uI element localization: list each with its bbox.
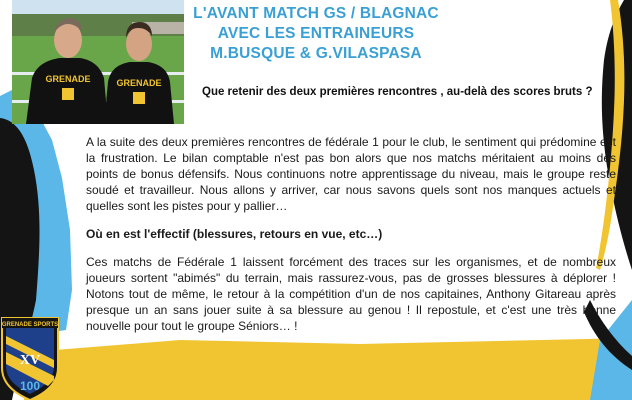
coaches-photo bbox=[12, 0, 184, 124]
club-logo bbox=[0, 316, 60, 400]
article-paragraph-2: Ces matchs de Fédérale 1 laissent forcément des traces sur les organismes, et de nombreux joueurs sortent "abimés" du terrain, mais rassurez-vous, pas de grosses blessures à déplorer ! Notons tout de même, le retour à la compétition d'un de nos capitaines, Anthony Gitareau après presque un an sans jouer suite à sa blessure au genou ! Il repostule, et c'est une très bonne nouvelle pour tout le groupe Séniors… ! bbox=[86, 255, 616, 333]
shirt-text-left: GRENADE bbox=[45, 74, 91, 84]
article-paragraph-1: A la suite des deux premières rencontres de fédérale 1 pour le club, le sentiment qui prédomine est la frustration. Le bilan comptable n'est pas bon alors que nos matchs méritaient au moins des points de bonus défensifs. Nous continuons notre apprentissage du niveau, mais le groupe reste soudé et travailleur. Nous allons y arriver, car nous savons quels sont nos manques actuels et quelles sont les pistes pour y pallier… bbox=[86, 135, 616, 213]
logo-roman-numeral: XV bbox=[19, 353, 41, 368]
page-title bbox=[186, 4, 446, 64]
title-line-2: AVEC LES ENTRAINEURS bbox=[217, 25, 415, 42]
title-line-3: M.BUSQUE & G.VILASPASA bbox=[210, 45, 422, 62]
bottom-yellow-band bbox=[24, 338, 632, 400]
shirt-text-right: GRENADE bbox=[116, 78, 162, 88]
title-line-1: L'AVANT MATCH GS / BLAGNAC bbox=[193, 5, 439, 22]
logo-club-name: GRENADE SPORTS bbox=[1, 322, 59, 328]
logo-anniversary: 100 bbox=[19, 379, 41, 393]
interview-question: Que retenir des deux premières rencontres , au-delà des scores bruts ? bbox=[202, 86, 593, 98]
section-heading: Où en est l'effectif (blessures, retours en vue, etc…) bbox=[86, 227, 383, 241]
article-body bbox=[86, 134, 616, 334]
